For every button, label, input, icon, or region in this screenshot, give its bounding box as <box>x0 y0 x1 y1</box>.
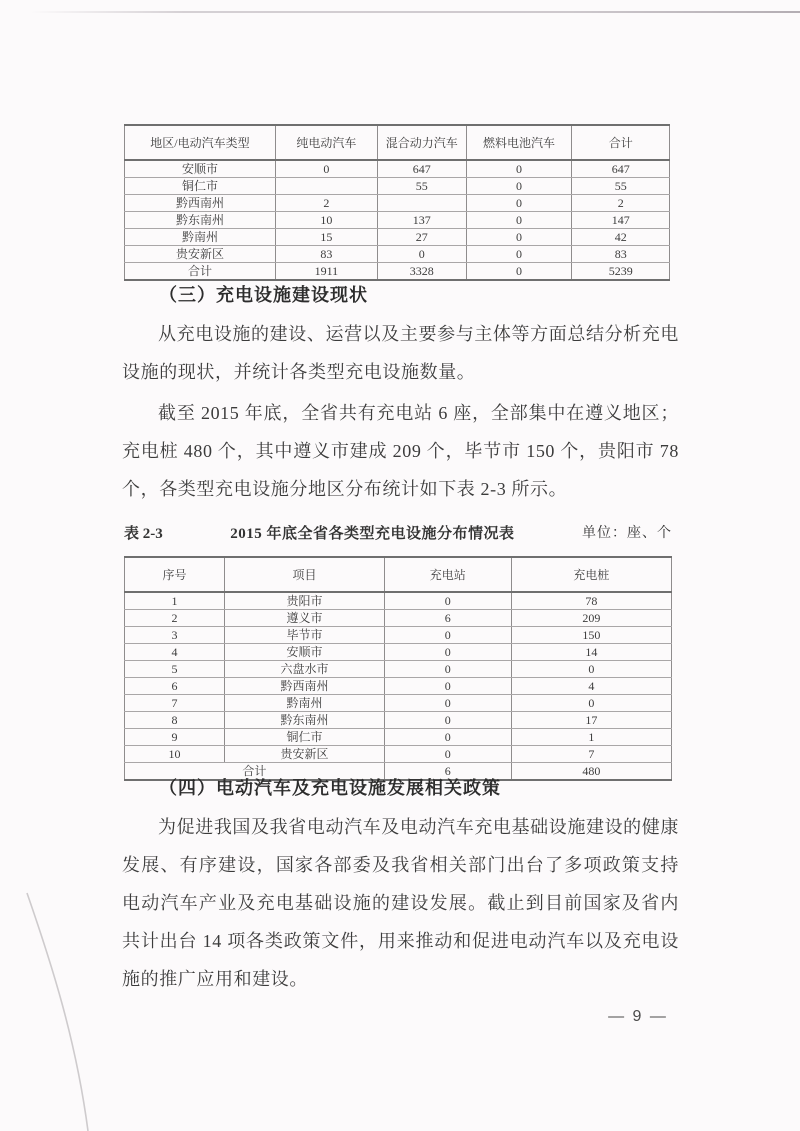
table-cell: 0 <box>377 246 466 263</box>
table-row <box>125 263 670 281</box>
table-cell: 147 <box>572 212 670 229</box>
table-cell: 3 <box>125 627 225 644</box>
table-cell: 9 <box>125 729 225 746</box>
table-row <box>125 160 670 178</box>
table-cell: 0 <box>384 627 511 644</box>
table-cell: 1 <box>125 592 225 610</box>
table-cell: 6 <box>384 610 511 627</box>
page-curl-artifact <box>0 850 120 1131</box>
table-cell: 合计 <box>125 763 385 781</box>
table-cell: 83 <box>275 246 377 263</box>
table-header-cell: 纯电动汽车 <box>275 125 377 160</box>
table-header-cell: 序号 <box>125 557 225 592</box>
table-cell: 0 <box>384 661 511 678</box>
table-cell: 0 <box>384 644 511 661</box>
table-row <box>125 695 672 712</box>
ev-by-region-table <box>124 124 670 281</box>
table-header-cell: 项目 <box>225 557 385 592</box>
table-cell: 42 <box>572 229 670 246</box>
table-cell: 647 <box>572 160 670 178</box>
table-row <box>125 746 672 763</box>
table-cell: 六盘水市 <box>225 661 385 678</box>
paragraph-policy: 为促进我国及我省电动汽车及电动汽车充电基础设施建设的健康发展、有序建设，国家各部委及我省相关部门出台了多项政策支持电动汽车产业及充电基础设施的建设发展。截止到目前国家及省内共计出台 14 项各类政策文件，用来推动和促进电动汽车以及充电设施的推广应用和建设。 <box>122 817 679 989</box>
table-row <box>125 678 672 695</box>
table-cell: 0 <box>466 178 572 195</box>
section-heading-charging-status: （三）充电设施建设现状 <box>159 285 368 305</box>
table-cell: 17 <box>511 712 671 729</box>
table-cell: 遵义市 <box>225 610 385 627</box>
paragraph-charging-overview: 从充电设施的建设、运营以及主要参与主体等方面总结分析充电设施的现状，并统计各类型充电设施数量。 <box>122 324 679 382</box>
table-cell: 0 <box>384 592 511 610</box>
table-cell: 55 <box>377 178 466 195</box>
table-cell: 1 <box>511 729 671 746</box>
table-row <box>125 627 672 644</box>
table-header-cell: 地区/电动汽车类型 <box>125 125 276 160</box>
table-cell: 贵阳市 <box>225 592 385 610</box>
table-cell: 7 <box>511 746 671 763</box>
table-cell: 27 <box>377 229 466 246</box>
ev-table-body <box>125 160 670 280</box>
table-cell: 0 <box>466 246 572 263</box>
table-cell: 贵安新区 <box>225 746 385 763</box>
page-number: — 9 — <box>608 1008 668 1025</box>
table-cell: 黔南州 <box>125 229 276 246</box>
table-row <box>125 592 672 610</box>
table-cell: 0 <box>384 695 511 712</box>
table-cell: 0 <box>466 212 572 229</box>
table-cell <box>377 195 466 212</box>
table-header-row <box>125 557 672 592</box>
table-row <box>125 212 670 229</box>
table-row <box>125 246 670 263</box>
charging-table-body <box>125 592 672 780</box>
table-cell: 7 <box>125 695 225 712</box>
table-title: 2015 年底全省各类型充电设施分布情况表 <box>230 525 515 542</box>
table-cell: 150 <box>511 627 671 644</box>
table-cell: 1911 <box>275 263 377 281</box>
table-cell: 铜仁市 <box>125 178 276 195</box>
table-cell: 14 <box>511 644 671 661</box>
table-cell: 3328 <box>377 263 466 281</box>
table-2-3-caption <box>124 521 672 543</box>
table-cell: 0 <box>384 729 511 746</box>
table-cell: 6 <box>384 763 511 781</box>
table-cell: 4 <box>125 644 225 661</box>
table-cell: 2 <box>125 610 225 627</box>
table-cell: 合计 <box>125 263 276 281</box>
table-cell: 0 <box>511 695 671 712</box>
scan-streak-artifact <box>30 11 800 13</box>
table-cell: 137 <box>377 212 466 229</box>
charging-table-header <box>125 557 672 592</box>
table-label: 表 2-3 <box>124 525 163 542</box>
table-cell: 0 <box>384 678 511 695</box>
table-cell: 55 <box>572 178 670 195</box>
table-cell: 6 <box>125 678 225 695</box>
charging-facility-table <box>124 556 672 781</box>
table-header-cell: 混合动力汽车 <box>377 125 466 160</box>
table-header-cell: 充电桩 <box>511 557 671 592</box>
table-cell: 10 <box>275 212 377 229</box>
table-cell: 15 <box>275 229 377 246</box>
table-cell: 5239 <box>572 263 670 281</box>
table-header-cell: 充电站 <box>384 557 511 592</box>
table-cell <box>275 178 377 195</box>
table-cell: 黔南州 <box>225 695 385 712</box>
table-cell: 5 <box>125 661 225 678</box>
table-row <box>125 729 672 746</box>
table-header-cell: 合计 <box>572 125 670 160</box>
table-cell: 0 <box>511 661 671 678</box>
table-row <box>125 178 670 195</box>
table-cell: 8 <box>125 712 225 729</box>
table-cell: 10 <box>125 746 225 763</box>
table-cell: 黔西南州 <box>225 678 385 695</box>
table-cell: 黔东南州 <box>125 212 276 229</box>
table-cell: 安顺市 <box>125 160 276 178</box>
table-cell: 0 <box>466 263 572 281</box>
table-cell: 0 <box>275 160 377 178</box>
table-row <box>125 644 672 661</box>
table-cell: 0 <box>384 712 511 729</box>
paragraph-charging-statistics: 截至 2015 年底，全省共有充电站 6 座，全部集中在遵义地区；充电桩 480 个，其中遵义市建成 209 个，毕节市 150 个，贵阳市 78 个，各类型充电设施分地区分布统计如下表 2-3 所示。 <box>122 403 679 499</box>
table-cell: 2 <box>572 195 670 212</box>
table-cell: 83 <box>572 246 670 263</box>
table-cell: 黔东南州 <box>225 712 385 729</box>
table-row <box>125 661 672 678</box>
table-cell: 0 <box>466 160 572 178</box>
table-cell: 毕节市 <box>225 627 385 644</box>
table-header-cell: 燃料电池汽车 <box>466 125 572 160</box>
table-cell: 贵安新区 <box>125 246 276 263</box>
table-row <box>125 229 670 246</box>
table-cell: 0 <box>466 229 572 246</box>
table-cell: 0 <box>384 746 511 763</box>
table-row <box>125 195 670 212</box>
table-cell: 4 <box>511 678 671 695</box>
table-cell: 铜仁市 <box>225 729 385 746</box>
section-heading-policy: （四）电动汽车及充电设施发展相关政策 <box>159 778 501 798</box>
table-row <box>125 712 672 729</box>
table-cell: 209 <box>511 610 671 627</box>
ev-table-header <box>125 125 670 160</box>
table-cell: 78 <box>511 592 671 610</box>
table-cell: 2 <box>275 195 377 212</box>
table-header-row <box>125 125 670 160</box>
table-cell: 480 <box>511 763 671 781</box>
table-cell: 647 <box>377 160 466 178</box>
table-cell: 黔西南州 <box>125 195 276 212</box>
table-row <box>125 610 672 627</box>
table-cell: 安顺市 <box>225 644 385 661</box>
table-cell: 0 <box>466 195 572 212</box>
table-unit-note: 单位：座、个 <box>582 526 672 541</box>
